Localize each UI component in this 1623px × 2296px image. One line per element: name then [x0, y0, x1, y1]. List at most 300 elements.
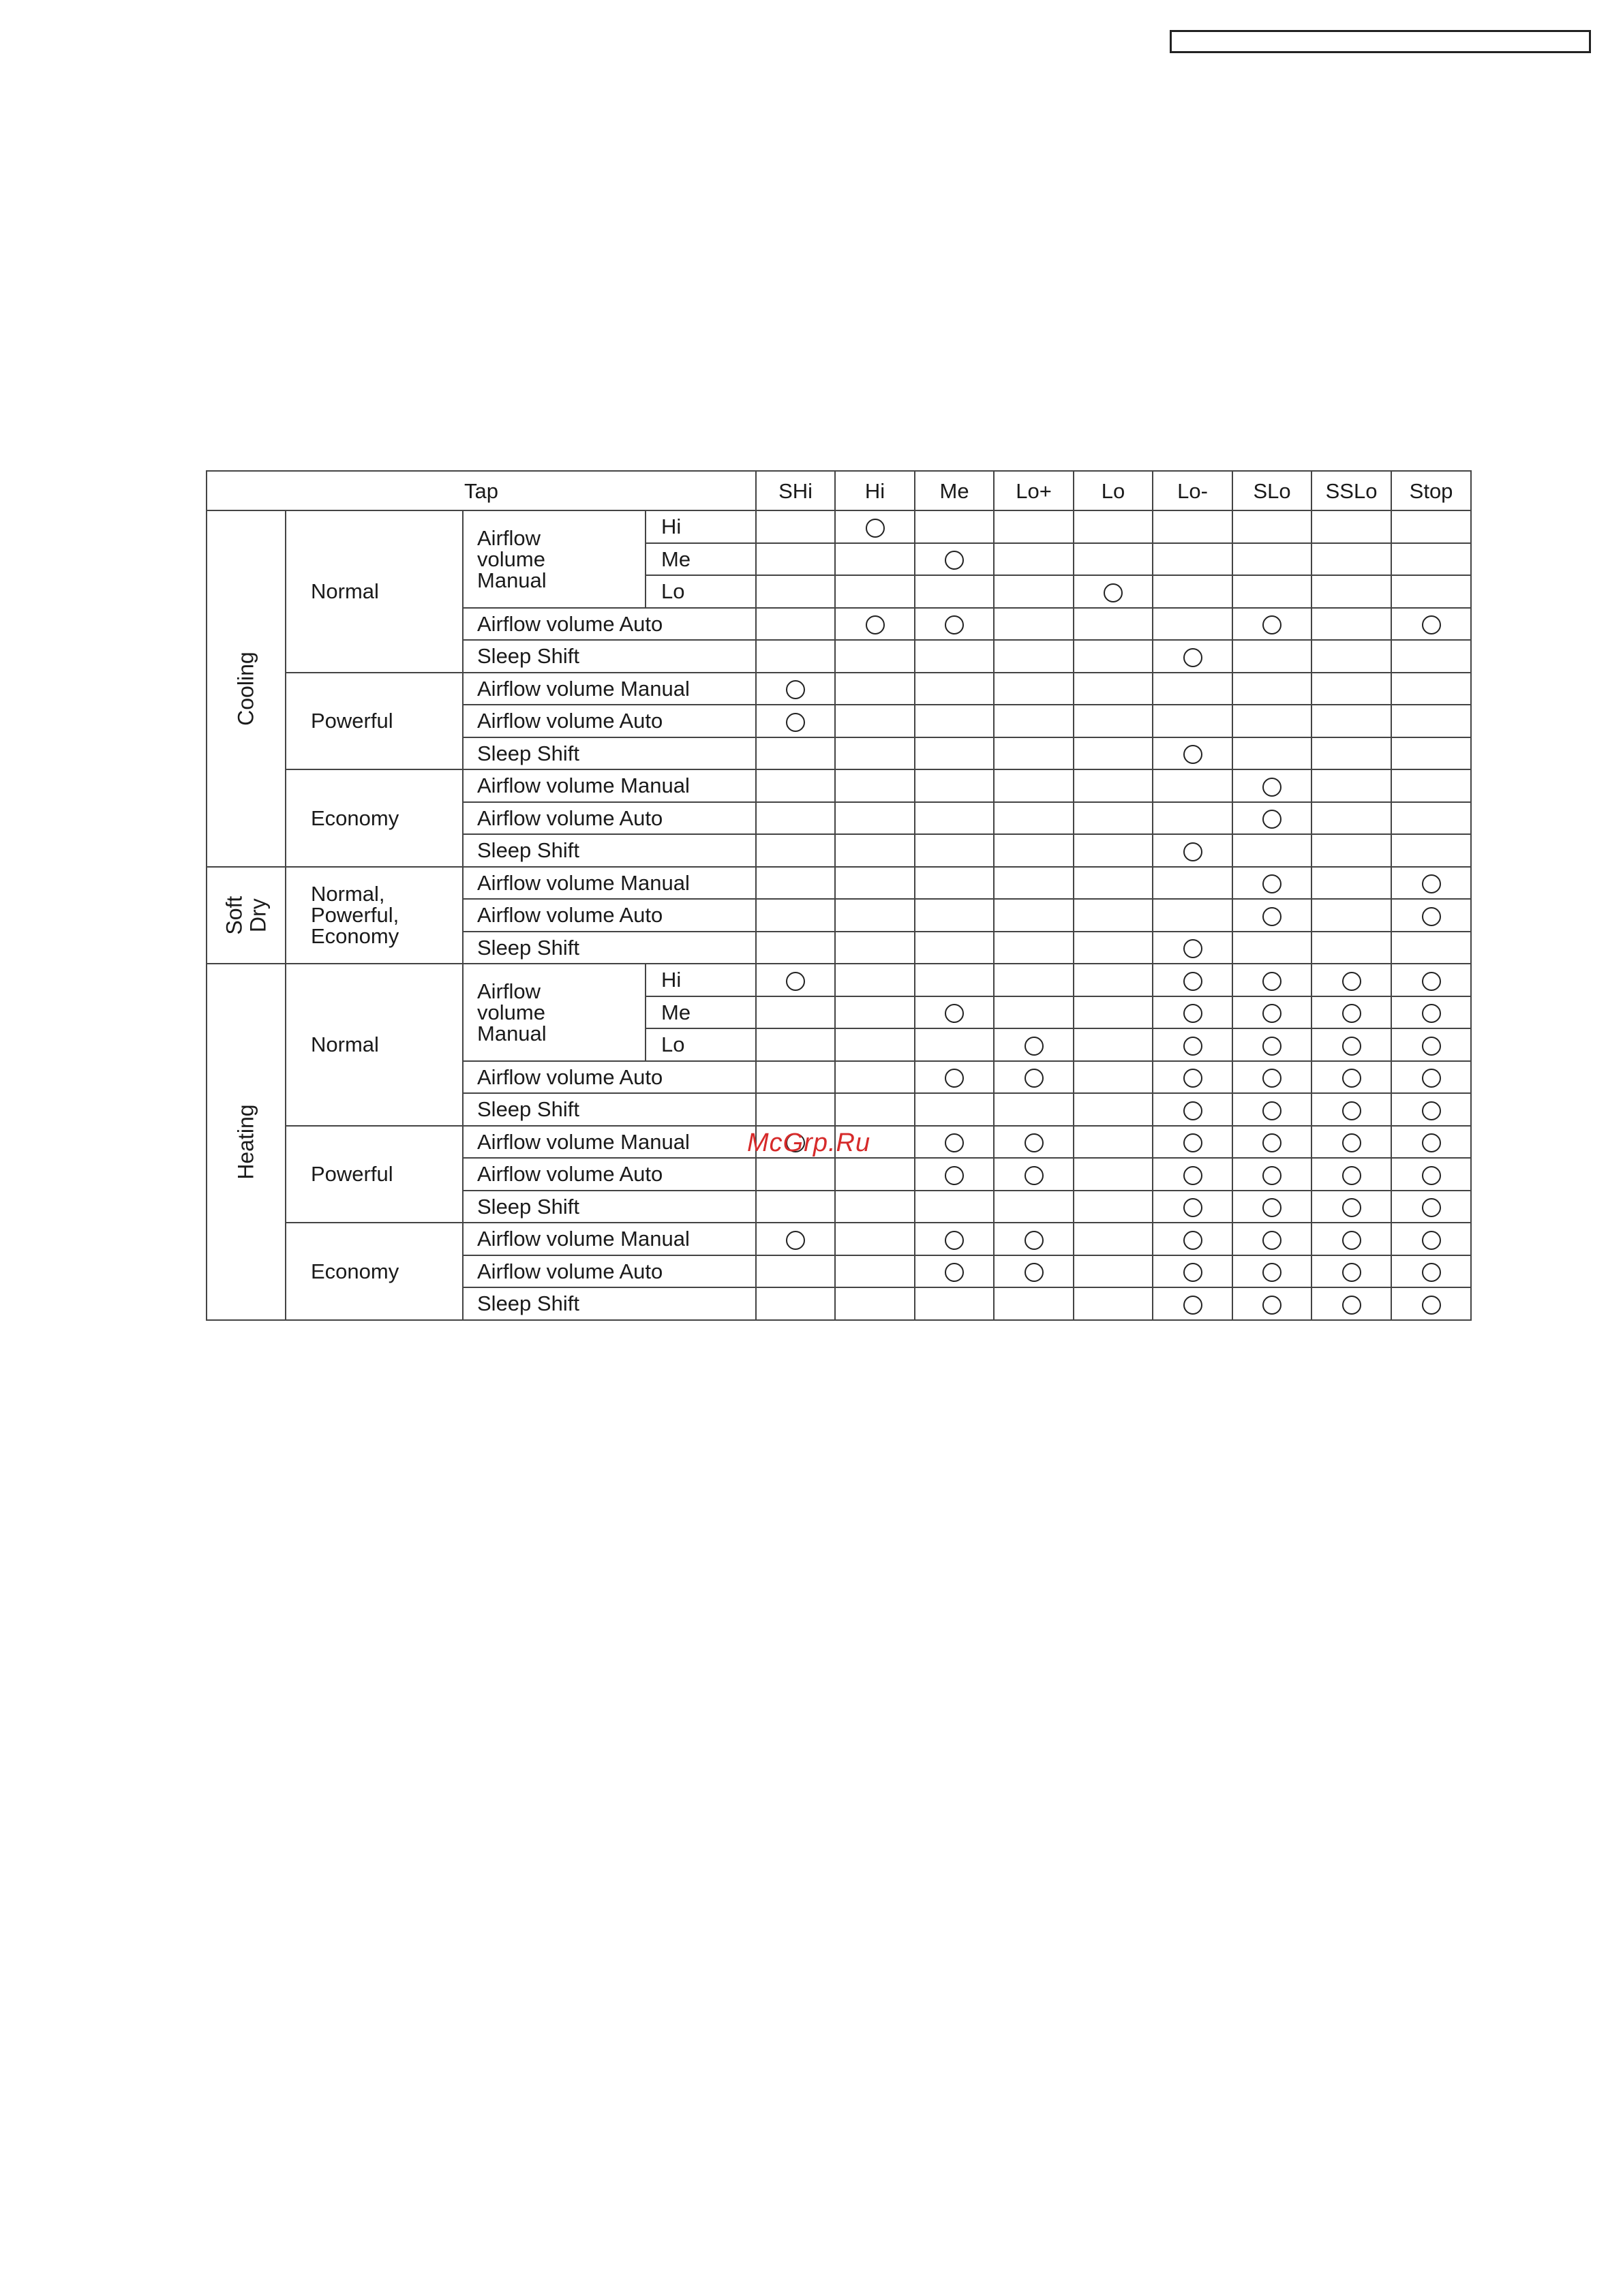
- col-header-hi: Hi: [835, 471, 915, 510]
- tap-cell-sslo: [1311, 769, 1391, 802]
- tap-cell-shi: [756, 705, 835, 737]
- tap-cell-sslo: [1311, 802, 1391, 835]
- tap-cell-slo: [1232, 1191, 1311, 1223]
- circle-mark-icon: [1422, 615, 1441, 634]
- tap-cell-lo: [994, 1093, 1074, 1126]
- tap-cell-lo: [1074, 1158, 1153, 1191]
- speed-label-hi: Hi: [646, 510, 756, 543]
- circle-mark-icon: [786, 1231, 805, 1250]
- tap-cell-slo: [1232, 1223, 1311, 1255]
- circle-mark-icon: [1342, 1101, 1361, 1120]
- control-sleep-shift: Sleep Shift: [463, 834, 756, 867]
- tap-cell-slo: [1232, 1158, 1311, 1191]
- tap-cell-stop: [1391, 737, 1471, 770]
- tap-cell-slo: [1232, 867, 1311, 900]
- tap-cell-slo: [1232, 640, 1311, 673]
- tap-cell-sslo: [1311, 575, 1391, 608]
- table-row: [207, 510, 1471, 543]
- tap-cell-shi: [756, 802, 835, 835]
- circle-mark-icon: [1342, 1166, 1361, 1185]
- circle-mark-icon: [945, 551, 964, 570]
- tap-cell-lo: [1074, 834, 1153, 867]
- tap-cell-lo: [994, 673, 1074, 705]
- circle-mark-icon: [1262, 1101, 1281, 1120]
- submode-economy: Economy: [286, 769, 463, 867]
- tap-cell-sslo: [1311, 543, 1391, 576]
- tap-cell-me: [915, 1126, 994, 1159]
- table-row: [207, 673, 1471, 705]
- tap-cell-hi: [835, 996, 915, 1029]
- tap-cell-slo: [1232, 673, 1311, 705]
- tap-cell-lo: [1153, 1093, 1232, 1126]
- tap-cell-me: [915, 1158, 994, 1191]
- tap-cell-me: [915, 802, 994, 835]
- tap-cell-hi: [835, 543, 915, 576]
- tap-cell-lo: [1153, 1287, 1232, 1320]
- tap-cell-lo: [994, 1255, 1074, 1288]
- circle-mark-icon: [786, 972, 805, 991]
- tap-cell-me: [915, 1093, 994, 1126]
- tap-cell-me: [915, 899, 994, 932]
- mode-cooling-text: [234, 652, 258, 726]
- circle-mark-icon: [945, 1133, 964, 1152]
- tap-cell-slo: [1232, 932, 1311, 964]
- tap-cell-hi: [835, 1287, 915, 1320]
- tap-cell-lo: [1074, 1287, 1153, 1320]
- tap-cell-slo: [1232, 705, 1311, 737]
- tap-cell-lo: [994, 608, 1074, 641]
- tap-cell-stop: [1391, 932, 1471, 964]
- tap-cell-lo: [1153, 1061, 1232, 1094]
- control-airflow-volume-auto: Airflow volume Auto: [463, 1158, 756, 1191]
- tap-cell-lo: [1153, 1223, 1232, 1255]
- tap-cell-sslo: [1311, 1255, 1391, 1288]
- tap-cell-lo: [1153, 543, 1232, 576]
- control-airflow-volume-manual-block-line-2: volume: [477, 1000, 545, 1024]
- tap-cell-sslo: [1311, 1287, 1391, 1320]
- speed-label-me: Me: [646, 543, 756, 576]
- circle-mark-icon: [1025, 1069, 1044, 1088]
- tap-cell-slo: [1232, 1028, 1311, 1061]
- tap-cell-stop: [1391, 640, 1471, 673]
- circle-mark-icon: [1183, 648, 1202, 667]
- tap-cell-hi: [835, 899, 915, 932]
- tap-cell-me: [915, 543, 994, 576]
- control-airflow-volume-auto: Airflow volume Auto: [463, 608, 756, 641]
- tap-cell-lo: [994, 769, 1074, 802]
- submode-normal: Normal: [286, 964, 463, 1126]
- tap-cell-lo: [994, 1126, 1074, 1159]
- tap-cell-stop: [1391, 1223, 1471, 1255]
- tap-cell-hi: [835, 608, 915, 641]
- control-airflow-volume-manual: Airflow volume Manual: [463, 769, 756, 802]
- tap-cell-lo: [1074, 1126, 1153, 1159]
- circle-mark-icon: [945, 1166, 964, 1185]
- tap-cell-slo: [1232, 737, 1311, 770]
- control-airflow-volume-auto: Airflow volume Auto: [463, 705, 756, 737]
- tap-cell-me: [915, 1255, 994, 1288]
- tap-cell-lo: [1074, 867, 1153, 900]
- tap-cell-me: [915, 964, 994, 996]
- circle-mark-icon: [1262, 907, 1281, 926]
- circle-mark-icon: [1183, 745, 1202, 764]
- tap-cell-shi: [756, 834, 835, 867]
- tap-cell-shi: [756, 1093, 835, 1126]
- circle-mark-icon: [1183, 1101, 1202, 1120]
- mode-heating: [207, 964, 286, 1320]
- circle-mark-icon: [1422, 972, 1441, 991]
- tap-cell-sslo: [1311, 1061, 1391, 1094]
- tap-cell-lo: [1074, 899, 1153, 932]
- submode-normal-powerful-economy: [286, 867, 463, 964]
- tap-cell-me: [915, 575, 994, 608]
- tap-cell-shi: [756, 543, 835, 576]
- tap-cell-me: [915, 673, 994, 705]
- circle-mark-icon: [1104, 583, 1123, 602]
- tap-cell-me: [915, 705, 994, 737]
- circle-mark-icon: [1262, 1166, 1281, 1185]
- control-airflow-volume-manual-block-line-2: volume: [477, 547, 545, 571]
- tap-header: Tap: [207, 471, 756, 510]
- tap-cell-lo: [1153, 737, 1232, 770]
- tap-cell-me: [915, 608, 994, 641]
- tap-cell-lo: [1153, 575, 1232, 608]
- tap-cell-lo: [1153, 673, 1232, 705]
- tap-cell-shi: [756, 1287, 835, 1320]
- tap-cell-sslo: [1311, 1126, 1391, 1159]
- tap-cell-stop: [1391, 543, 1471, 576]
- control-airflow-volume-auto: Airflow volume Auto: [463, 1255, 756, 1288]
- tap-cell-lo: [994, 802, 1074, 835]
- mode-soft-dry-line-1: Soft: [221, 896, 246, 935]
- tap-cell-hi: [835, 1061, 915, 1094]
- tap-cell-me: [915, 769, 994, 802]
- col-header-slo: SLo: [1232, 471, 1311, 510]
- tap-cell-lo: [1074, 769, 1153, 802]
- model-number-box: [1170, 30, 1591, 53]
- circle-mark-icon: [1342, 1263, 1361, 1282]
- tap-cell-shi: [756, 1255, 835, 1288]
- control-airflow-volume-manual-block-line-3: Manual: [477, 568, 547, 592]
- tap-cell-lo: [1074, 705, 1153, 737]
- tap-cell-hi: [835, 1191, 915, 1223]
- tap-cell-slo: [1232, 996, 1311, 1029]
- circle-mark-icon: [1262, 1231, 1281, 1250]
- tap-cell-lo: [1153, 802, 1232, 835]
- circle-mark-icon: [1342, 1198, 1361, 1217]
- tap-cell-hi: [835, 834, 915, 867]
- circle-mark-icon: [1183, 842, 1202, 861]
- table-row: [207, 769, 1471, 802]
- tap-cell-hi: [835, 1223, 915, 1255]
- tap-cell-lo: [1153, 1126, 1232, 1159]
- circle-mark-icon: [1262, 1004, 1281, 1023]
- submode-normal: Normal: [286, 510, 463, 673]
- circle-mark-icon: [1183, 1198, 1202, 1217]
- tap-cell-stop: [1391, 964, 1471, 996]
- circle-mark-icon: [786, 713, 805, 732]
- tap-cell-slo: [1232, 608, 1311, 641]
- tap-cell-sslo: [1311, 834, 1391, 867]
- mode-soft-dry: [207, 867, 286, 964]
- tap-cell-hi: [835, 1028, 915, 1061]
- tap-cell-sslo: [1311, 640, 1391, 673]
- fan-tap-table: [206, 470, 1472, 1321]
- circle-mark-icon: [1422, 1004, 1441, 1023]
- control-airflow-volume-manual-block-line-3: Manual: [477, 1021, 547, 1045]
- tap-cell-lo: [1074, 1028, 1153, 1061]
- tap-cell-shi: [756, 769, 835, 802]
- tap-cell-shi: [756, 1061, 835, 1094]
- tap-cell-lo: [994, 932, 1074, 964]
- tap-cell-lo: [994, 575, 1074, 608]
- circle-mark-icon: [1262, 1133, 1281, 1152]
- tap-cell-hi: [835, 673, 915, 705]
- tap-cell-lo: [1074, 1223, 1153, 1255]
- tap-cell-sslo: [1311, 1223, 1391, 1255]
- tap-cell-lo: [994, 1191, 1074, 1223]
- circle-mark-icon: [1262, 810, 1281, 829]
- submode-normal-powerful-economy-line-2: Powerful,: [311, 903, 399, 928]
- tap-cell-lo: [1153, 1255, 1232, 1288]
- submode-powerful: Powerful: [286, 673, 463, 770]
- circle-mark-icon: [786, 680, 805, 699]
- tap-cell-slo: [1232, 1287, 1311, 1320]
- control-sleep-shift: Sleep Shift: [463, 1191, 756, 1223]
- tap-cell-lo: [1153, 705, 1232, 737]
- speed-label-lo: Lo: [646, 1028, 756, 1061]
- tap-cell-stop: [1391, 1287, 1471, 1320]
- mode-cooling: [207, 510, 286, 867]
- tap-cell-hi: [835, 769, 915, 802]
- circle-mark-icon: [1183, 1069, 1202, 1088]
- mode-heating-text: [234, 1104, 258, 1179]
- tap-cell-lo: [1074, 575, 1153, 608]
- tap-cell-sslo: [1311, 608, 1391, 641]
- circle-mark-icon: [945, 1069, 964, 1088]
- circle-mark-icon: [1422, 1263, 1441, 1282]
- circle-mark-icon: [1262, 1296, 1281, 1315]
- tap-cell-sslo: [1311, 705, 1391, 737]
- tap-cell-me: [915, 737, 994, 770]
- circle-mark-icon: [1422, 1069, 1441, 1088]
- tap-cell-lo: [1153, 932, 1232, 964]
- tap-cell-lo: [994, 834, 1074, 867]
- tap-cell-lo: [1153, 834, 1232, 867]
- circle-mark-icon: [1342, 1037, 1361, 1056]
- tap-cell-sslo: [1311, 1158, 1391, 1191]
- circle-mark-icon: [1025, 1133, 1044, 1152]
- tap-cell-slo: [1232, 899, 1311, 932]
- tap-cell-shi: [756, 510, 835, 543]
- tap-cell-lo: [1153, 1028, 1232, 1061]
- tap-cell-me: [915, 1287, 994, 1320]
- tap-cell-lo: [994, 1158, 1074, 1191]
- tap-cell-me: [915, 1223, 994, 1255]
- tap-cell-lo: [1153, 1158, 1232, 1191]
- tap-cell-hi: [835, 964, 915, 996]
- circle-mark-icon: [1422, 1231, 1441, 1250]
- tap-cell-lo: [1074, 1093, 1153, 1126]
- tap-cell-lo: [1153, 899, 1232, 932]
- circle-mark-icon: [1262, 1198, 1281, 1217]
- tap-cell-lo: [1153, 964, 1232, 996]
- tap-cell-stop: [1391, 1255, 1471, 1288]
- tap-cell-stop: [1391, 802, 1471, 835]
- tap-cell-lo: [1153, 608, 1232, 641]
- circle-mark-icon: [945, 1231, 964, 1250]
- tap-cell-lo: [1074, 737, 1153, 770]
- tap-cell-me: [915, 640, 994, 673]
- tap-cell-hi: [835, 737, 915, 770]
- tap-cell-slo: [1232, 543, 1311, 576]
- tap-cell-sslo: [1311, 964, 1391, 996]
- circle-mark-icon: [1422, 1296, 1441, 1315]
- tap-cell-hi: [835, 802, 915, 835]
- tap-cell-me: [915, 932, 994, 964]
- tap-cell-shi: [756, 1223, 835, 1255]
- tap-cell-lo: [994, 640, 1074, 673]
- circle-mark-icon: [1422, 1133, 1441, 1152]
- control-airflow-volume-manual-block: [463, 510, 646, 608]
- tap-cell-shi: [756, 673, 835, 705]
- tap-cell-stop: [1391, 1093, 1471, 1126]
- tap-cell-slo: [1232, 1255, 1311, 1288]
- circle-mark-icon: [1183, 1263, 1202, 1282]
- tap-cell-sslo: [1311, 673, 1391, 705]
- tap-cell-stop: [1391, 867, 1471, 900]
- circle-mark-icon: [1183, 939, 1202, 958]
- tap-cell-shi: [756, 1158, 835, 1191]
- tap-cell-shi: [756, 964, 835, 996]
- tap-cell-hi: [835, 705, 915, 737]
- tap-cell-me: [915, 1191, 994, 1223]
- tap-cell-shi: [756, 1028, 835, 1061]
- tap-cell-lo: [1074, 964, 1153, 996]
- circle-mark-icon: [1262, 1069, 1281, 1088]
- tap-cell-lo: [1074, 1061, 1153, 1094]
- circle-mark-icon: [945, 615, 964, 634]
- submode-normal-powerful-economy-line-3: Economy: [311, 924, 399, 949]
- col-header-lo-plus: Lo+: [994, 471, 1074, 510]
- table-row: [207, 964, 1471, 996]
- tap-cell-lo: [1074, 1191, 1153, 1223]
- tap-cell-sslo: [1311, 1028, 1391, 1061]
- tap-cell-stop: [1391, 673, 1471, 705]
- tap-cell-stop: [1391, 769, 1471, 802]
- circle-mark-icon: [1422, 907, 1441, 926]
- tap-cell-lo: [994, 1028, 1074, 1061]
- tap-cell-lo: [994, 1061, 1074, 1094]
- tap-cell-stop: [1391, 834, 1471, 867]
- tap-cell-sslo: [1311, 737, 1391, 770]
- tap-cell-stop: [1391, 575, 1471, 608]
- tap-cell-stop: [1391, 899, 1471, 932]
- tap-cell-lo: [1074, 673, 1153, 705]
- tap-cell-stop: [1391, 705, 1471, 737]
- circle-mark-icon: [1025, 1231, 1044, 1250]
- circle-mark-icon: [1025, 1166, 1044, 1185]
- tap-cell-stop: [1391, 608, 1471, 641]
- col-header-sslo: SSLo: [1311, 471, 1391, 510]
- tap-cell-stop: [1391, 1191, 1471, 1223]
- control-airflow-volume-auto: Airflow volume Auto: [463, 899, 756, 932]
- circle-mark-icon: [1342, 1231, 1361, 1250]
- circle-mark-icon: [1183, 1296, 1202, 1315]
- circle-mark-icon: [1422, 1037, 1441, 1056]
- control-airflow-volume-manual: Airflow volume Manual: [463, 867, 756, 900]
- tap-cell-stop: [1391, 1061, 1471, 1094]
- tap-cell-lo: [994, 510, 1074, 543]
- circle-mark-icon: [1262, 972, 1281, 991]
- col-header-lo: Lo: [1074, 471, 1153, 510]
- circle-mark-icon: [1262, 1263, 1281, 1282]
- tap-cell-shi: [756, 996, 835, 1029]
- tap-cell-sslo: [1311, 899, 1391, 932]
- control-sleep-shift: Sleep Shift: [463, 640, 756, 673]
- control-airflow-volume-manual-block-line-1: Airflow: [477, 979, 541, 1003]
- circle-mark-icon: [1422, 1166, 1441, 1185]
- tap-cell-slo: [1232, 769, 1311, 802]
- circle-mark-icon: [1183, 972, 1202, 991]
- circle-mark-icon: [1025, 1037, 1044, 1056]
- tap-cell-stop: [1391, 1126, 1471, 1159]
- tap-cell-slo: [1232, 802, 1311, 835]
- tap-cell-shi: [756, 608, 835, 641]
- tap-cell-hi: [835, 1093, 915, 1126]
- tap-cell-lo: [1153, 867, 1232, 900]
- tap-cell-slo: [1232, 964, 1311, 996]
- submode-normal-powerful-economy-line-1: Normal,: [311, 882, 385, 906]
- circle-mark-icon: [1342, 1004, 1361, 1023]
- mode-soft-dry-text: [222, 896, 270, 934]
- tap-cell-hi: [835, 867, 915, 900]
- tap-cell-hi: [835, 575, 915, 608]
- circle-mark-icon: [866, 519, 885, 538]
- tap-cell-shi: [756, 932, 835, 964]
- tap-cell-hi: [835, 1158, 915, 1191]
- tap-cell-lo: [1153, 1191, 1232, 1223]
- table-row: [207, 867, 1471, 900]
- tap-cell-stop: [1391, 510, 1471, 543]
- tap-cell-slo: [1232, 1126, 1311, 1159]
- circle-mark-icon: [1183, 1166, 1202, 1185]
- circle-mark-icon: [1183, 1133, 1202, 1152]
- watermark: McGrp.Ru: [747, 1129, 871, 1157]
- tap-cell-shi: [756, 737, 835, 770]
- circle-mark-icon: [1342, 1069, 1361, 1088]
- control-airflow-volume-manual: Airflow volume Manual: [463, 1126, 756, 1159]
- tap-cell-hi: [835, 932, 915, 964]
- tap-cell-sslo: [1311, 932, 1391, 964]
- control-sleep-shift: Sleep Shift: [463, 737, 756, 770]
- tap-cell-lo: [994, 737, 1074, 770]
- circle-mark-icon: [1422, 1198, 1441, 1217]
- speed-label-hi: Hi: [646, 964, 756, 996]
- tap-cell-stop: [1391, 1158, 1471, 1191]
- tap-cell-lo: [994, 543, 1074, 576]
- circle-mark-icon: [1183, 1037, 1202, 1056]
- tap-cell-sslo: [1311, 510, 1391, 543]
- tap-cell-lo: [1153, 769, 1232, 802]
- tap-cell-hi: [835, 640, 915, 673]
- mode-soft-dry-line-2: Dry: [245, 898, 270, 932]
- circle-mark-icon: [1262, 778, 1281, 797]
- tap-cell-lo: [1074, 996, 1153, 1029]
- submode-powerful: Powerful: [286, 1126, 463, 1223]
- control-airflow-volume-auto: Airflow volume Auto: [463, 802, 756, 835]
- submode-economy: Economy: [286, 1223, 463, 1320]
